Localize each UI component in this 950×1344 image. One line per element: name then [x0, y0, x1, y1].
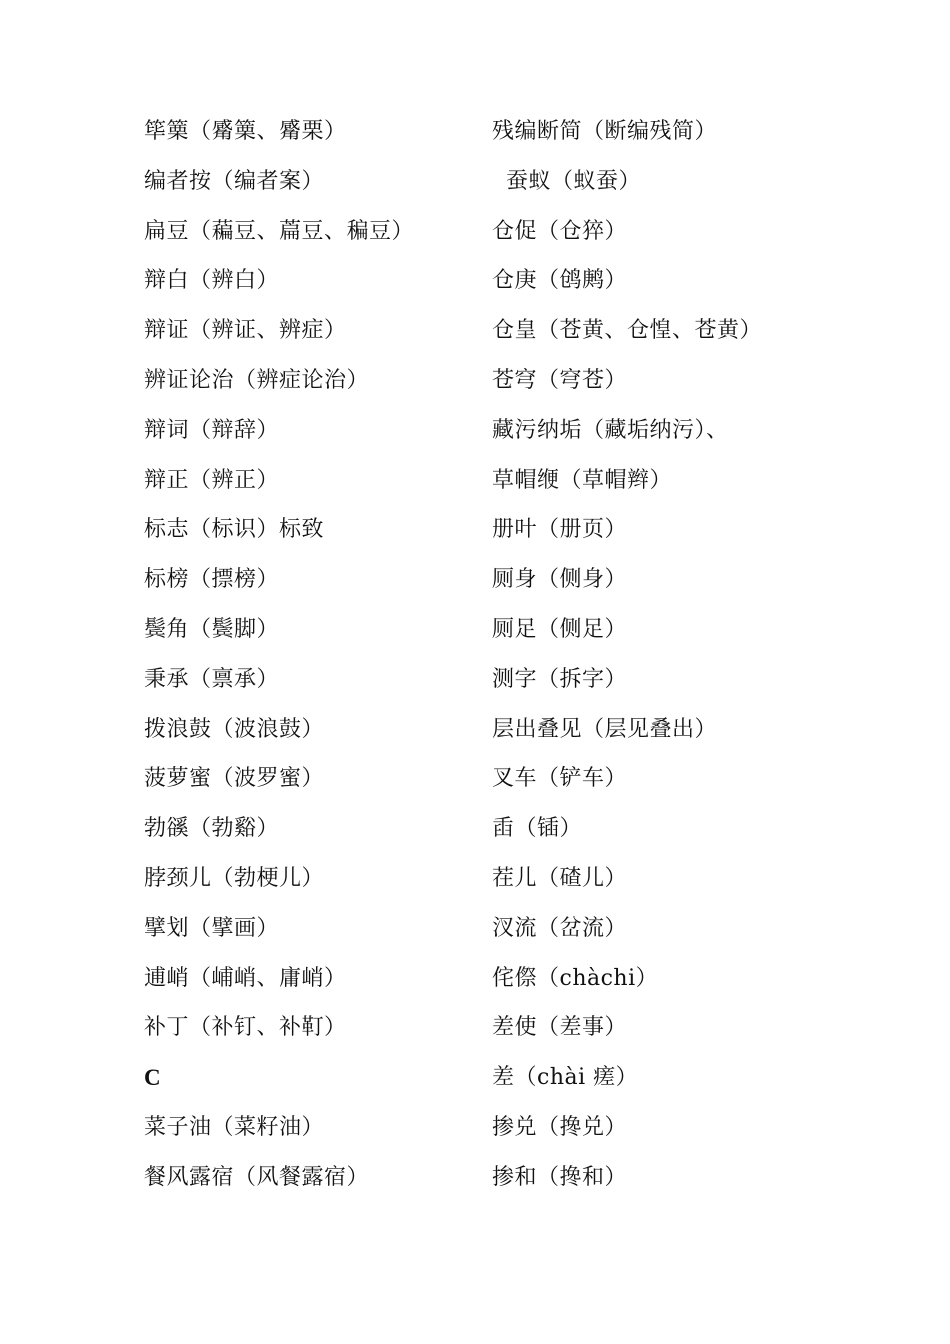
list-item: 仓庚（鸧鹒） — [492, 268, 628, 294]
list-item: 逋峭（峬峭、庸峭） — [144, 965, 347, 991]
list-item: 蚕蚁（蚁蚕） — [506, 168, 642, 194]
list-item: 辩正（辨正） — [144, 467, 280, 493]
left-column — [144, 107, 524, 1203]
list-item: 苍穹（穹苍） — [492, 367, 628, 393]
list-item: 辨证论治（辨症论治） — [144, 367, 370, 393]
list-item: 厕足（侧足） — [492, 616, 628, 642]
list-item: 脖颈儿（勃梗儿） — [144, 865, 325, 891]
list-item: 菜子油（菜籽油） — [144, 1114, 325, 1140]
list-item: 编者按（编者案） — [144, 168, 325, 194]
list-item: 臿（锸） — [492, 816, 583, 842]
list-item: 筚篥（觱篥、觱栗） — [144, 119, 347, 144]
list-item: 测字（拆字） — [492, 666, 628, 692]
list-item: 辩证（辨证、辨症） — [144, 318, 347, 344]
list-item: 差（chài 瘥） — [492, 1065, 639, 1091]
list-item: 叉车（铲车） — [492, 766, 628, 792]
list-item: 茬儿（碴儿） — [492, 865, 628, 891]
list-item: 餐风露宿（风餐露宿） — [144, 1164, 370, 1190]
list-item: 汊流（岔流） — [492, 915, 628, 941]
list-item: 鬓角（鬓脚） — [144, 616, 280, 642]
list-item: 仓促（仓猝） — [492, 218, 628, 244]
list-item: 侘傺（chàchi） — [492, 965, 659, 991]
list-item: 层出叠见（层见叠出） — [492, 716, 718, 742]
list-item: 仓皇（苍黄、仓惶、苍黄） — [492, 318, 763, 344]
list-item: 补丁（补钉、补靪） — [144, 1015, 347, 1041]
list-item: 标榜（摽榜） — [144, 567, 280, 593]
section-heading-c: C — [144, 1065, 162, 1091]
list-item: 厕身（侧身） — [492, 567, 628, 593]
list-item: 掺兑（搀兑） — [492, 1114, 628, 1140]
list-item: 标志（标识）标致 — [144, 517, 325, 543]
list-item: 草帽缏（草帽辫） — [492, 467, 673, 493]
right-column — [492, 107, 872, 1203]
list-item: 菠萝蜜（波罗蜜） — [144, 766, 325, 792]
list-item: 辩白（辨白） — [144, 268, 280, 294]
list-item: 残编断简（断编残简） — [492, 119, 718, 144]
list-item: 掺和（搀和） — [492, 1164, 628, 1190]
list-item: 册叶（册页） — [492, 517, 628, 543]
list-item: 辩词（辩辞） — [144, 417, 280, 443]
list-item: 藏污纳垢（藏垢纳污）、 — [492, 417, 729, 443]
list-item: 拨浪鼓（波浪鼓） — [144, 716, 325, 742]
list-item: 秉承（禀承） — [144, 666, 280, 692]
list-item: 勃豀（勃谿） — [144, 816, 280, 842]
list-item: 扁豆（藊豆、萹豆、稨豆） — [144, 218, 415, 244]
list-item: 擘划（擘画） — [144, 915, 280, 941]
list-item: 差使（差事） — [492, 1015, 628, 1041]
